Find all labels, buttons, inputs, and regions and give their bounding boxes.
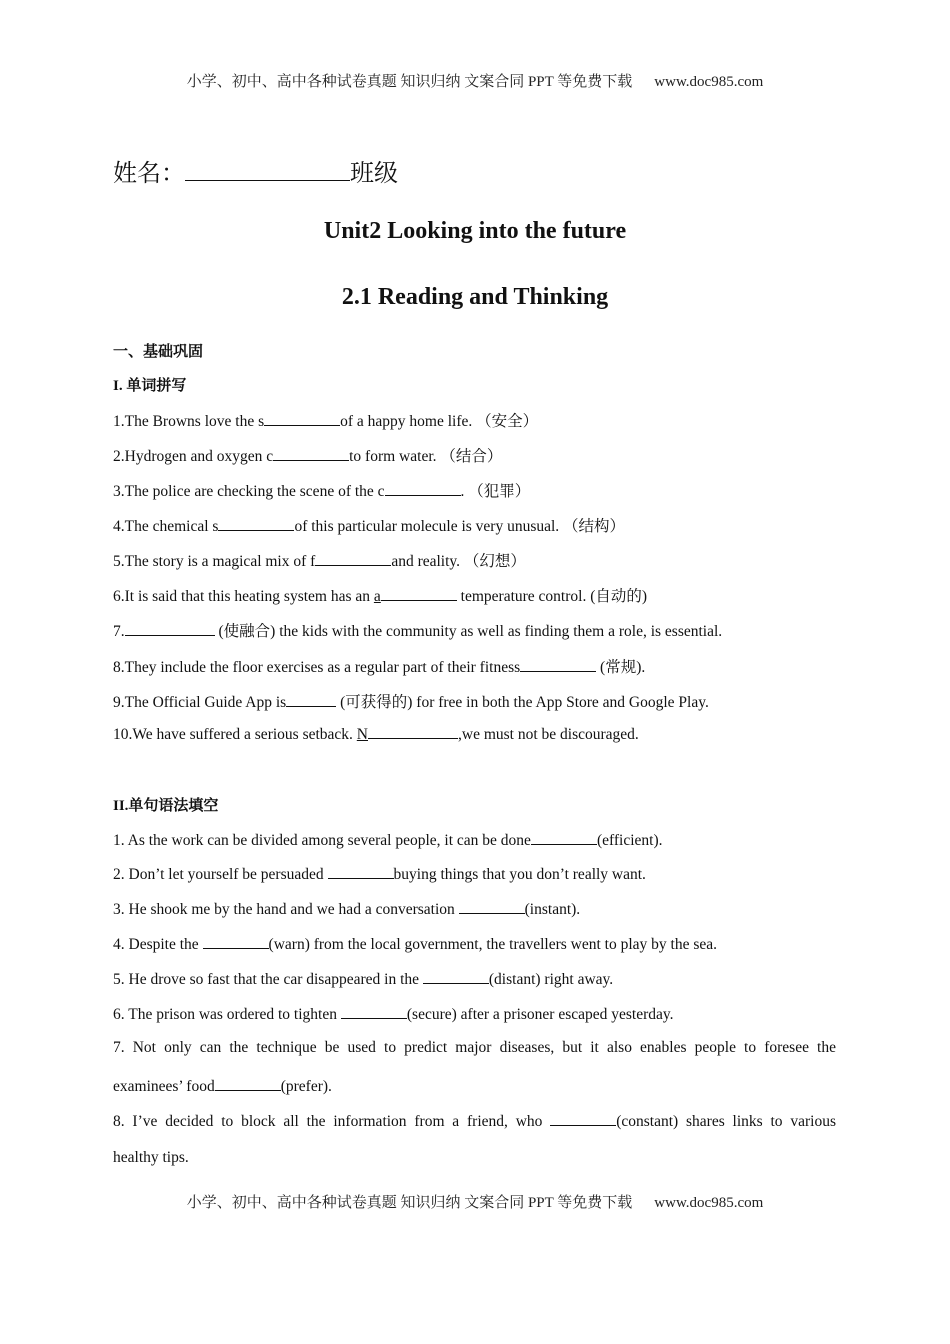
section1-heading: 一、基础巩固	[113, 344, 204, 360]
page-footer	[0, 1191, 950, 1212]
list-item: 2. Don’t let yourself be persuaded buying things that you don’t really want.	[113, 866, 646, 883]
class-label: 班级	[350, 161, 398, 187]
answer-blank[interactable]	[368, 724, 458, 739]
answer-blank[interactable]	[315, 551, 391, 566]
list-item: 10.We have suffered a serious setback. N ,we must not be discouraged.	[113, 726, 639, 743]
list-item: 5. He drove so fast that the car disappeared in the (distant) right away.	[113, 971, 614, 988]
answer-blank[interactable]	[423, 969, 489, 984]
header-text: 小学、初中、高中各种试卷真题 知识归纳 文案合同 PPT 等免费下载	[186, 74, 633, 90]
name-blank[interactable]	[185, 158, 350, 181]
answer-blank[interactable]	[218, 516, 294, 531]
list-item-continuation: examinees’ food (prefer).	[113, 1078, 332, 1095]
footer-url[interactable]: www.doc985.com	[654, 1195, 764, 1211]
list-item: 8.They include the floor exercises as a regular part of their fitness (常规).	[113, 659, 646, 676]
name-label: 姓名：	[113, 161, 185, 187]
page-header	[0, 70, 950, 91]
list-item: 9.The Official Guide App is (可获得的) for free in both the App Store and Google Play.	[113, 694, 709, 711]
list-item: 3.The police are checking the scene of the c . （犯罪）	[113, 483, 531, 500]
list-item: 2.Hydrogen and oxygen c to form water. （结合）	[113, 448, 503, 465]
list-item-continuation: healthy tips.	[113, 1149, 189, 1166]
list-item: 7. (使融合) the kids with the community as well as finding them a role, is essential.	[113, 623, 723, 640]
answer-blank[interactable]	[459, 899, 525, 914]
list-item: 6.It is said that this heating system has an a temperature control. (自动的)	[113, 588, 648, 605]
list-item: 3. He shook me by the hand and we had a conversation (instant).	[113, 901, 581, 918]
answer-blank[interactable]	[385, 481, 461, 496]
answer-blank[interactable]	[381, 586, 457, 601]
list-item: 4.The chemical s of this particular molecule is very unusual. （结构）	[113, 518, 626, 535]
answer-blank[interactable]	[286, 692, 336, 707]
answer-blank[interactable]	[125, 621, 215, 636]
list-item: 6. The prison was ordered to tighten (secure) after a prisoner escaped yesterday.	[113, 1006, 674, 1023]
answer-blank[interactable]	[328, 864, 394, 879]
footer-text: 小学、初中、高中各种试卷真题 知识归纳 文案合同 PPT 等免费下载	[186, 1195, 633, 1211]
answer-blank[interactable]	[273, 446, 349, 461]
answer-blank[interactable]	[264, 411, 340, 426]
list-item: 7. Not only can the technique be used to predict major diseases, but it also enables people to foresee the	[113, 1039, 836, 1056]
part1-heading: I. 单词拼写	[113, 378, 187, 394]
answer-blank[interactable]	[531, 830, 597, 845]
list-item: 8. I’ve decided to block all the information from a friend, who (constant) shares links to various	[113, 1113, 836, 1130]
list-item: 1. As the work can be divided among several people, it can be done (efficient).	[113, 832, 663, 849]
answer-blank[interactable]	[341, 1004, 407, 1019]
list-item: 1.The Browns love the s of a happy home life. （安全）	[113, 413, 539, 430]
name-class-field	[113, 153, 398, 188]
part2-heading: II.单句语法填空	[113, 798, 219, 814]
answer-blank[interactable]	[215, 1076, 281, 1091]
page-subtitle: 2.1 Reading and Thinking	[341, 284, 609, 310]
answer-blank[interactable]	[520, 657, 596, 672]
answer-blank[interactable]	[550, 1111, 616, 1126]
list-item: 4. Despite the (warn) from the local government, the travellers went to play by the sea.	[113, 936, 718, 953]
header-url[interactable]: www.doc985.com	[654, 74, 764, 90]
answer-blank[interactable]	[203, 934, 269, 949]
page-title: Unit2 Looking into the future	[323, 218, 627, 244]
list-item: 5.The story is a magical mix of f and reality. （幻想）	[113, 553, 526, 570]
